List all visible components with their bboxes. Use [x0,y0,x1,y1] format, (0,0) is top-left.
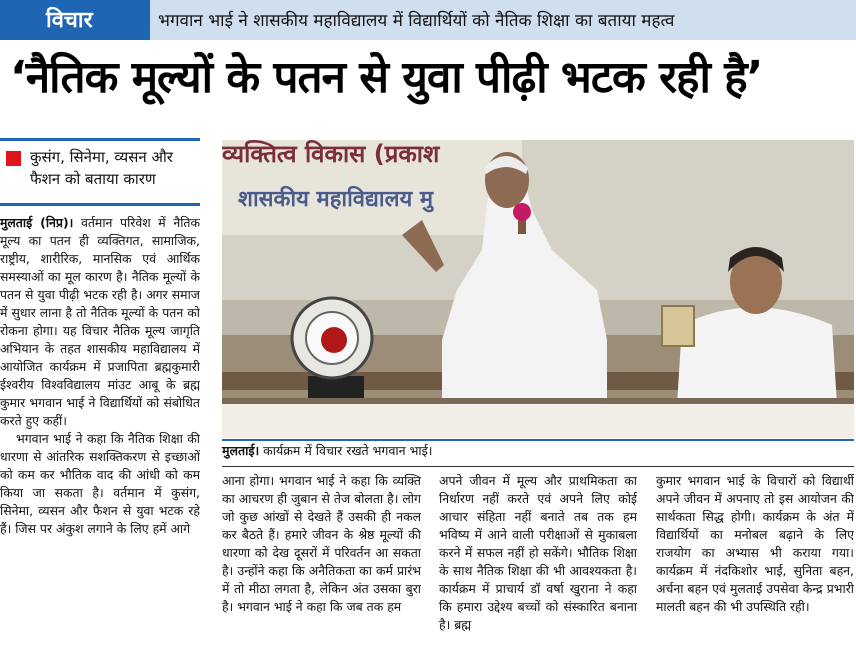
article-column-1 [0,214,200,666]
photo-banner-line-2: शासकीय महाविद्यालय मु [238,187,434,212]
caption-rule [222,439,854,441]
article-column-4: कुमार भगवान भाई के विचारों को विद्यार्थी अपने जीवन में अपनाए तो इस आयोजन की सार्थकता सिद्ध होगी। कार्यक्रम के अंत में विद्यार्थियों का मनोबल बढ़ाने के लिए राजयोग का अभ्यास भी कराया गया। कार्यक्रम में नंदकिशोर भाई, सुनिता बहन, अर्चना बहन एवं मुलताई उपसेवा केन्द्र प्रभारी मालती बहन की भी उपस्थिति रही। [656,473,854,614]
body-rule [222,466,854,467]
dateline: मुलताई (निप्र)। [0,215,74,230]
article-paragraph [0,214,200,430]
header-bar [0,0,856,40]
paragraph-text: वर्तमान परिवेश में नैतिक मूल्य का पतन ही व्यक्तिगत, सामाजिक, राष्ट्रीय, शारीरिक, मानसिक एवं आर्थिक समस्याओं का मूल कारण है। नैतिक मूल्यों के पतन से युवा पीढ़ी भटक रही है। अगर समाज में सुधार लाना है तो नैतिक मूल्यों के पतन को रोकना होगा। यह विचार नैतिक मूल्य जागृति अभियान के तहत शासकीय महाविद्यालय में आयोजित कार्यक्रम में प्रजापिता ब्रह्मकुमारी ईश्वरीय विश्वविद्यालय मांउट आबू के ब्रह्म कुमार भगवान भाई ने विद्यार्थियों को संबोधित करते हुए कहीं। [0,215,200,428]
subhead: कुसंग, सिनेमा, व्यसन और फैशन को बताया कारण [30,148,173,188]
bullet-square-icon [6,151,21,166]
kicker-text: भगवान भाई ने शासकीय महाविद्यालय में विद्यार्थियों को नैतिक शिक्षा का बताया महत्व [158,11,675,31]
subhead-rule-top [0,138,200,141]
photo-caption [222,443,854,459]
headline: ‘नैतिक मूल्यों के पतन से युवा पीढ़ी भटक रही है’ [10,52,763,103]
photo-banner-line-1: व्यक्तित्व विकास (प्रकाश [222,140,440,168]
subhead-rule-bottom [0,203,200,206]
caption-text: कार्यक्रम में विचार रखते भगवान भाई। [259,443,433,458]
article-paragraph: भगवान भाई ने कहा कि नैतिक शिक्षा की धारणा से आंतरिक सशक्तिकरण से इच्छाओं को कम कर भौतिक वाद की आंधी को कम किया जा सकता है। वर्तमान में कुसंग, सिनेमा, व्यसन और फैशन से युवा भटक रहे हैं। जिस पर अंकुश लगाने के लिए हमें आगे [0,431,200,536]
news-photo [222,140,854,438]
section-tag: विचार [0,0,150,40]
article-column-2: आना होगा। भगवान भाई ने कहा कि व्यक्ति का आचरण ही जुबान से तेज बोलता है। लोग जो कुछ आंखों से देखते हैं उसकी ही नकल कर बैठते हैं। हमारे जीवन के श्रेष्ठ मूल्यों की धारणा को देख दूसरों में परिवर्तन आ सकता है। उन्होंने कहा कि अनैतिकता का कर्म प्रारंभ में तो मीठा लगता है, लेकिन अंत उसका बुरा है। भगवान भाई ने कहा कि जब तक हम [222,473,421,614]
article-column-3: अपने जीवन में मूल्य और प्राथमिकता का निर्धारण नहीं करते एवं अपने लिए कोई आचार संहिता नहीं बनाते तब तक हम भविष्य में आने वाली परीक्षाओं से मुकाबला करने में सफल नहीं हो सकेंगे। भौतिक शिक्षा के साथ नैतिक शिक्षा की भी आवश्यकता है। कार्यक्रम में प्राचार्य डॉ वर्षा खुराना ने कहा कि हमारा उद्देश्य बच्चों को संस्कारित बनाना है। ब्रह्म [439,473,637,632]
caption-place: मुलताई। [222,443,260,458]
